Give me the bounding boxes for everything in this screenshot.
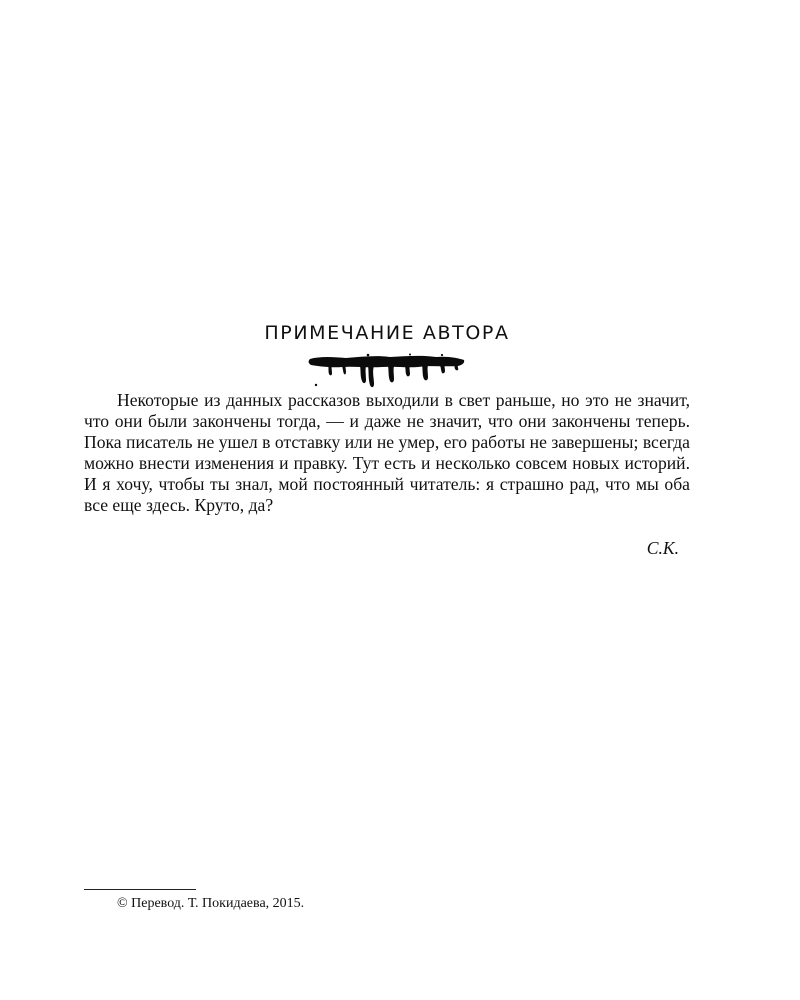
ink-drip-divider-icon xyxy=(308,352,466,390)
author-note-paragraph: Некоторые из данных рассказов выходили в свет раньше, но это не значит, что они были закончены тогда, — и даже не значит, что они закончены теперь. Пока писатель не ушел в отставку или не умер, его работы не завершены; всегда можно внести изменения и правку. Тут есть и несколько совсем новых историй. И я хочу, чтобы ты знал, мой постоянный читатель: я страшно рад, что мы оба все еще здесь. Круто, да? xyxy=(84,390,690,515)
chapter-heading: ПРИМЕЧАНИЕ АВТОРА xyxy=(264,322,510,344)
translation-copyright-footnote: © Перевод. Т. Покидаева, 2015. xyxy=(117,896,305,911)
author-signature: С.К. xyxy=(646,538,679,558)
footnote-divider xyxy=(84,889,196,890)
